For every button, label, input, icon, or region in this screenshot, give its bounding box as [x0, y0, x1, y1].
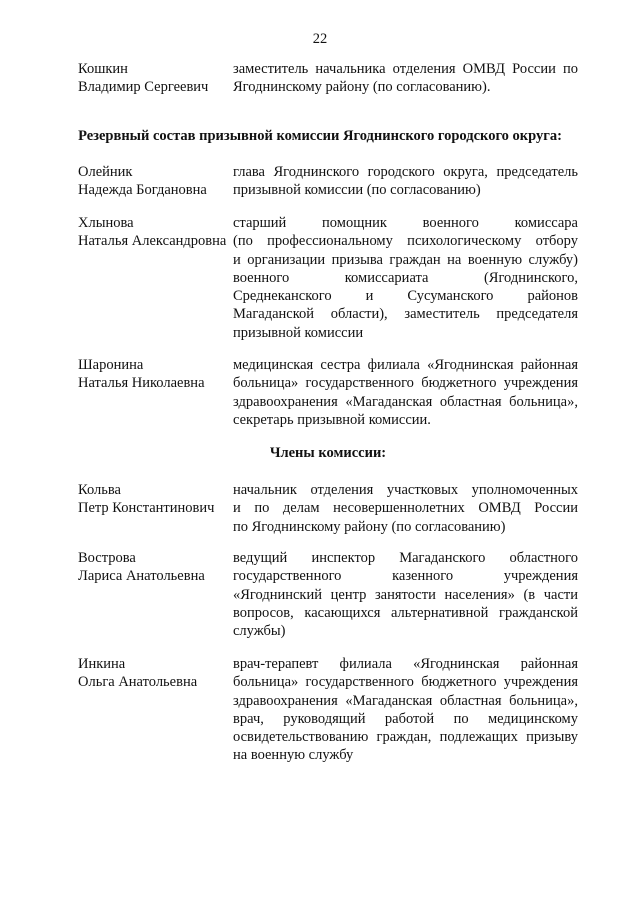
person-name	[78, 214, 238, 251]
role-line: заместитель начальника отделения ОМВД России по	[233, 61, 578, 77]
role-line: Среднеканского и Сусуманского районов	[233, 288, 578, 305]
person-name	[78, 549, 238, 586]
person-name	[78, 481, 238, 518]
person-role	[233, 481, 578, 536]
reserve-section-heading: Резервный состав призывной комиссии Ягоднинского городского округа:	[78, 128, 562, 144]
person-role	[233, 655, 578, 765]
surname: Кошкин	[78, 61, 128, 77]
given-names: Наталья Александровна	[78, 233, 227, 250]
role-line: медицинская сестра филиала «Ягоднинская районная	[233, 357, 578, 373]
role-line: освидетельствованию граждан, подлежащих призыву	[233, 729, 578, 746]
role-line: врач, руководящий работой по медицинскому	[233, 710, 578, 727]
given-names: Петр Константинович	[78, 500, 215, 517]
role-line: начальник отделения участковых уполномоченных	[233, 482, 578, 498]
role-line: ведущий инспектор Магаданского областного	[233, 550, 578, 566]
role-line: секретарь призывной комиссии.	[233, 411, 431, 428]
members-section-heading: Члены комиссии:	[269, 445, 387, 461]
surname: Инкина	[78, 656, 126, 672]
role-line: призывной комиссии	[233, 324, 364, 341]
given-names: Ольга Анатольевна	[78, 674, 198, 691]
given-names: Наталья Николаевна	[78, 375, 205, 392]
surname: Кольва	[78, 482, 121, 498]
role-line: на военную службу	[233, 747, 354, 764]
person-role	[233, 163, 578, 200]
role-line: больница» государственного бюджетного учреждения	[233, 674, 578, 691]
surname: Олейник	[78, 164, 133, 180]
role-line: службы)	[233, 623, 286, 640]
role-line: врач-терапевт филиала «Ягоднинская районная	[233, 656, 578, 672]
role-line: (по профессиональному психологическому отбору	[233, 233, 578, 250]
person-name	[78, 60, 238, 97]
surname: Шаронина	[78, 357, 144, 373]
person-name	[78, 655, 238, 692]
person-name	[78, 163, 238, 200]
role-line: и организации призыва граждан на военную службу)	[233, 251, 578, 268]
given-names: Лариса Анатольевна	[78, 568, 205, 585]
person-role	[233, 356, 578, 429]
person-name	[78, 356, 238, 393]
role-line: Ягоднинскому району (по согласованию).	[233, 79, 491, 96]
person-role	[233, 214, 578, 342]
role-line: государственного казенного учреждения	[233, 568, 578, 585]
role-line: военного комиссариата (Ягоднинского,	[233, 269, 578, 286]
given-names: Надежда Богдановна	[78, 182, 207, 199]
role-line: больница» государственного бюджетного учреждения	[233, 375, 578, 392]
person-role	[233, 549, 578, 640]
role-line: здравоохранения «Магаданская областная больница»,	[233, 692, 578, 709]
role-line: «Ягоднинский центр занятости населения» (в части	[233, 586, 578, 603]
role-line: здравоохранения «Магаданская областная больница»,	[233, 393, 578, 410]
surname: Вострова	[78, 550, 136, 566]
role-line: Магаданской области), заместитель председателя	[233, 306, 578, 323]
given-names: Владимир Сергеевич	[78, 79, 209, 96]
surname: Хлынова	[78, 215, 134, 231]
role-line: старший помощник военного комиссара	[233, 215, 578, 231]
role-line: вопросов, касающихся альтернативной гражданской	[233, 604, 578, 621]
person-role	[233, 60, 578, 97]
page-number: 22	[312, 31, 328, 47]
role-line: по Ягоднинскому району (по согласованию)	[233, 518, 506, 535]
role-line: и по делам несовершеннолетних ОМВД России	[233, 500, 578, 517]
role-line: призывной комиссии (по согласованию)	[233, 182, 481, 199]
role-line: глава Ягоднинского городского округа, председатель	[233, 164, 578, 180]
